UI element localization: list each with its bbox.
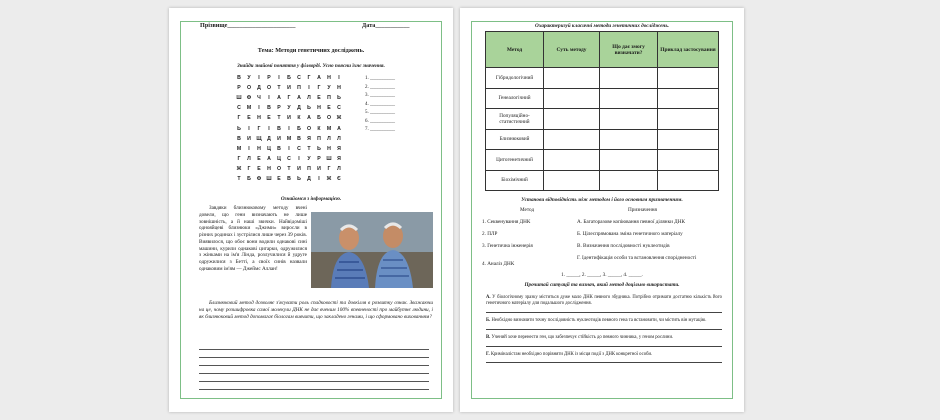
situation-letter: Б. bbox=[486, 317, 491, 323]
answer-cell[interactable] bbox=[600, 170, 658, 191]
answer-cell[interactable] bbox=[544, 150, 600, 171]
grid-cell: Б bbox=[297, 125, 301, 132]
situation-letter: В. bbox=[486, 334, 491, 340]
column-purpose-label: Призначення bbox=[628, 207, 657, 213]
grid-cell: Щ bbox=[256, 135, 262, 142]
answer-blank[interactable]: 6. __________ bbox=[365, 118, 395, 124]
twins-photo-illustration bbox=[311, 212, 433, 288]
grid-cell: Е bbox=[277, 175, 281, 182]
list-item: Б. Цілеспрямована зміна генетичного матеріалу bbox=[577, 231, 683, 237]
grid-cell: І bbox=[288, 145, 290, 152]
grid-cell: Л bbox=[307, 95, 311, 102]
grid-cell: Е bbox=[257, 165, 261, 172]
table-header: Суть методу bbox=[544, 32, 600, 68]
grid-cell: І bbox=[288, 125, 290, 132]
grid-cell: В bbox=[237, 135, 241, 142]
grid-cell: А bbox=[277, 95, 281, 102]
grid-cell: С bbox=[287, 155, 291, 162]
answer-cell[interactable] bbox=[544, 68, 600, 89]
grid-cell: В bbox=[237, 75, 241, 82]
grid-cell: И bbox=[297, 165, 301, 172]
answer-cell[interactable] bbox=[658, 150, 719, 171]
list-item: А. Багаторазове копіювання певної ділянки ДНК bbox=[577, 219, 685, 225]
grid-cell: С bbox=[297, 75, 301, 82]
grid-cell: Е bbox=[257, 155, 261, 162]
grid-cell: О bbox=[246, 85, 252, 92]
table-row bbox=[486, 68, 719, 89]
info-paragraph-2: Близнюковий метод дозволяє з'ясувати роль спадковості та довкілля в розвитку ознак. Зважаючи на це, чому розшифровка самої молекули ДНК не дає вченим 100% впевненості про майбутнє людини, і як близнюковий метод допомагає біологам вивчити, що закладено генами, і що сформовано вихованням? bbox=[199, 300, 433, 320]
grid-cell: Г bbox=[237, 115, 241, 122]
grid-cell: К bbox=[297, 115, 301, 122]
grid-cell: Л bbox=[327, 135, 331, 142]
answer-cell[interactable] bbox=[544, 170, 600, 191]
grid-cell: А bbox=[297, 95, 301, 102]
table-row bbox=[486, 129, 719, 150]
table-row bbox=[486, 170, 719, 191]
grid-cell: Л bbox=[247, 155, 251, 162]
grid-cell: О bbox=[326, 115, 332, 122]
table-row bbox=[486, 88, 719, 109]
grid-cell: Т bbox=[277, 115, 281, 122]
grid-cell: Ж bbox=[236, 165, 242, 172]
grid-cell: Н bbox=[257, 145, 261, 152]
grid-cell: Є bbox=[337, 175, 341, 182]
answer-cell[interactable] bbox=[658, 129, 719, 150]
answer-cell[interactable] bbox=[658, 88, 719, 109]
word-search-grid bbox=[234, 73, 344, 184]
grid-cell: Т bbox=[237, 175, 241, 182]
grid-cell: И bbox=[317, 165, 321, 172]
method-name-cell: Генеалогічний bbox=[486, 88, 544, 109]
grid-cell: Я bbox=[307, 135, 311, 142]
purposes-list bbox=[577, 219, 722, 269]
grid-cell: Г bbox=[257, 125, 261, 132]
grid-cell: Е bbox=[267, 115, 271, 122]
answer-cell[interactable] bbox=[658, 68, 719, 89]
date-field: Дата___________ bbox=[362, 22, 410, 29]
grid-cell: Т bbox=[307, 145, 311, 152]
situation-text: У біологічному зразку міститься дуже мало ДНК певного збудника. Потрібно отримати достатню кількість його генетичного матеріалу для подальшого дослідження. bbox=[486, 295, 723, 306]
grid-cell: И bbox=[287, 85, 291, 92]
task-table-title: Охарактеризуй класичні методи генетичних досліджень. bbox=[535, 23, 669, 29]
grid-cell: Ф bbox=[246, 95, 252, 102]
grid-cell: І bbox=[298, 155, 300, 162]
table-header: Що дає змогу визначати? bbox=[600, 32, 658, 68]
answer-cell[interactable] bbox=[600, 129, 658, 150]
grid-cell: К bbox=[317, 125, 321, 132]
grid-cell: І bbox=[258, 105, 260, 112]
grid-cell: І bbox=[268, 95, 270, 102]
grid-cell: І bbox=[258, 75, 260, 82]
grid-cell: Т bbox=[277, 85, 281, 92]
grid-cell: Ц bbox=[267, 145, 271, 152]
grid-cell: Ь bbox=[317, 145, 321, 152]
grid-cell: Д bbox=[297, 105, 301, 112]
answer-blank[interactable]: 3. __________ bbox=[365, 93, 395, 98]
grid-cell: Е bbox=[327, 105, 331, 112]
answer-line[interactable] bbox=[199, 389, 429, 390]
topic-title: Тема: Методи генетичних досліджень. bbox=[257, 47, 365, 54]
grid-cell: О bbox=[276, 165, 282, 172]
grid-cell: В bbox=[287, 175, 291, 182]
grid-cell: Б bbox=[247, 175, 251, 182]
grid-cell: Ф bbox=[256, 175, 262, 182]
situations-title: Прочитай ситуації та визнач, який метод доцільно використати. bbox=[524, 282, 680, 288]
grid-cell: Ь bbox=[237, 125, 241, 132]
grid-cell: Я bbox=[337, 145, 341, 152]
grid-cell: П bbox=[317, 135, 321, 142]
task-wordsearch-title: Знайди знайомі поняття у філворді. Усно поясни їхнє значення. bbox=[237, 63, 385, 69]
answer-cell[interactable] bbox=[544, 109, 600, 130]
table-header: Метод bbox=[486, 32, 544, 68]
grid-cell: Д bbox=[257, 85, 261, 92]
grid-cell: Р bbox=[317, 155, 321, 162]
grid-cell: Л bbox=[337, 165, 341, 172]
answer-line[interactable] bbox=[199, 365, 429, 366]
grid-cell: Г bbox=[307, 75, 311, 82]
grid-cell: В bbox=[277, 125, 281, 132]
grid-cell: Ь bbox=[307, 105, 311, 112]
worksheet-page-left bbox=[169, 8, 453, 412]
grid-cell: Н bbox=[327, 145, 331, 152]
answer-blank[interactable]: 1. __________ bbox=[365, 76, 395, 81]
info-paragraph-1: Завдяки близнюковому методу вчені довели, що гени визначають не лише зовнішність, а й наші звички. Найвідоміші однояйцеві близнюки «Джими» виросли в різних родинах і зустрілися лише через 39 років. Виявилося, що обоє вони водили однакові сині машини, курили однакові цигарки, одружилися з жінками на ім'я Лінда, розлучилися й удруге одружилися з Бетті, а своїх синів назвали однаковим ім'ям — Джеймс Аллан! bbox=[199, 205, 307, 272]
situation-letter: Г. bbox=[486, 351, 490, 357]
grid-cell: С bbox=[337, 105, 341, 112]
grid-cell: Г bbox=[327, 165, 331, 172]
grid-cell: П bbox=[327, 95, 331, 102]
answer-cell[interactable] bbox=[658, 109, 719, 130]
grid-cell: Д bbox=[307, 175, 311, 182]
grid-cell: Н bbox=[267, 165, 271, 172]
grid-cell: Ч bbox=[257, 95, 261, 102]
grid-cell: І bbox=[318, 175, 320, 182]
grid-cell: Т bbox=[287, 165, 291, 172]
grid-cell: Г bbox=[287, 95, 291, 102]
info-title: Ознайомся з інформацією. bbox=[280, 196, 342, 202]
grid-cell: У bbox=[247, 75, 251, 82]
grid-cell: Р bbox=[237, 85, 241, 92]
table-row bbox=[486, 109, 719, 130]
grid-cell: Г bbox=[317, 85, 321, 92]
grid-cell: Д bbox=[267, 135, 271, 142]
methods-table-body bbox=[486, 68, 719, 191]
grid-cell: В bbox=[277, 145, 281, 152]
answer-cell[interactable] bbox=[600, 68, 658, 89]
answer-line[interactable] bbox=[199, 357, 429, 358]
answer-cell[interactable] bbox=[600, 88, 658, 109]
situation-item bbox=[486, 295, 722, 313]
grid-cell: І bbox=[308, 85, 310, 92]
method-name-cell: Біохімічний bbox=[486, 170, 544, 191]
grid-cell: С bbox=[297, 145, 301, 152]
list-item: 4. Аналіз ДНК bbox=[482, 261, 515, 267]
grid-cell: А bbox=[267, 155, 271, 162]
grid-cell: Р bbox=[277, 105, 281, 112]
grid-cell: Ж bbox=[336, 115, 342, 122]
grid-cell: Н bbox=[257, 115, 261, 122]
list-item: Г. Ідентифікація особи та встановлення спорідненості bbox=[577, 255, 697, 261]
grid-cell: Б bbox=[287, 75, 291, 82]
list-item: 1. Секвенування ДНК bbox=[482, 219, 531, 225]
grid-cell: І bbox=[248, 125, 250, 132]
answer-line[interactable] bbox=[486, 341, 722, 347]
grid-cell: М bbox=[246, 105, 252, 112]
grid-cell: Ш bbox=[266, 175, 272, 182]
grid-cell: І bbox=[248, 145, 250, 152]
twins-photo bbox=[311, 212, 433, 288]
situation-text: Необхідно визначити точну послідовність нуклеотидів певного гена та встановити, чи містить він мутацію. bbox=[491, 317, 707, 323]
column-method-label: Метод bbox=[520, 207, 535, 213]
grid-cell: У bbox=[287, 105, 291, 112]
grid-cell: П bbox=[297, 85, 301, 92]
situation-item bbox=[486, 335, 722, 347]
grid-cell: Н bbox=[337, 85, 341, 92]
list-item: 2. ПЛР bbox=[482, 231, 498, 237]
answer-line[interactable] bbox=[486, 307, 722, 313]
grid-cell: У bbox=[327, 85, 331, 92]
grid-cell: П bbox=[307, 165, 311, 172]
method-name-cell: Близнюковий bbox=[486, 129, 544, 150]
grid-cell: О bbox=[266, 85, 272, 92]
grid-cell: А bbox=[317, 75, 321, 82]
grid-cell: У bbox=[307, 155, 311, 162]
grid-cell: І bbox=[268, 125, 270, 132]
answer-line[interactable] bbox=[199, 349, 429, 350]
table-row bbox=[486, 150, 719, 171]
grid-cell: М bbox=[286, 135, 292, 142]
grid-cell: Ж bbox=[326, 175, 332, 182]
answer-blank[interactable]: 2. __________ bbox=[365, 84, 395, 90]
grid-cell: В bbox=[297, 135, 301, 142]
method-name-cell: Популяційно-статистичний bbox=[486, 109, 544, 130]
answer-cell[interactable] bbox=[658, 170, 719, 191]
surname-label: Прізвище bbox=[200, 22, 228, 29]
grid-cell: И bbox=[287, 115, 291, 122]
grid-cell: С bbox=[237, 105, 241, 112]
surname-field: Прізвище______________________ bbox=[200, 22, 296, 29]
method-name-cell: Цитогенетичний bbox=[486, 150, 544, 171]
situation-letter: А. bbox=[486, 295, 491, 300]
grid-cell: А bbox=[337, 125, 341, 132]
method-name-cell: Гібридологічний bbox=[486, 68, 544, 89]
grid-cell: О bbox=[306, 125, 312, 132]
grid-cell: Е bbox=[247, 115, 251, 122]
grid-cell: Ц bbox=[277, 155, 281, 162]
grid-cell: Р bbox=[267, 75, 271, 82]
grid-cell: А bbox=[307, 115, 311, 122]
worksheet-page-right bbox=[460, 8, 744, 412]
grid-cell: І bbox=[278, 75, 280, 82]
grid-cell: Ш bbox=[236, 95, 242, 102]
answer-cell[interactable] bbox=[600, 109, 658, 130]
situation-item bbox=[486, 352, 722, 364]
grid-cell: М bbox=[236, 145, 242, 152]
grid-cell: Е bbox=[317, 95, 321, 102]
methods-table bbox=[485, 31, 719, 191]
methods-list bbox=[482, 219, 570, 273]
grid-cell: Ь bbox=[337, 95, 341, 102]
grid-cell: Ь bbox=[297, 175, 301, 182]
grid-cell: В bbox=[267, 105, 271, 112]
table-header: Приклад застосування bbox=[658, 32, 719, 68]
grid-cell: Л bbox=[337, 135, 341, 142]
answer-cell[interactable] bbox=[544, 88, 600, 109]
answer-blank[interactable]: 7. __________ bbox=[365, 127, 395, 132]
answer-line[interactable] bbox=[199, 381, 429, 382]
situation-text: Криміналістам необхідно порівняти ДНК із місця події з ДНК конкретної особи. bbox=[490, 351, 653, 357]
grid-cell: Я bbox=[337, 155, 341, 162]
grid-cell: Ш bbox=[326, 155, 332, 162]
grid-cell: И bbox=[277, 135, 281, 142]
date-label: Дата bbox=[362, 22, 376, 29]
situations-list bbox=[486, 295, 722, 368]
answer-number-list bbox=[365, 75, 409, 135]
grid-cell: Г bbox=[247, 165, 251, 172]
grid-cell: М bbox=[326, 125, 332, 132]
situation-item bbox=[486, 318, 722, 330]
list-item: В. Визначення послідовності нуклеотидів bbox=[577, 243, 670, 249]
grid-cell: Б bbox=[317, 115, 321, 122]
list-item: 3. Генетична інженерія bbox=[482, 243, 533, 249]
answer-blank[interactable]: 5. __________ bbox=[365, 110, 395, 115]
grid-cell: І bbox=[338, 75, 340, 82]
answer-cell[interactable] bbox=[544, 129, 600, 150]
answer-blank[interactable]: 4. __________ bbox=[365, 101, 395, 107]
matching-title: Установи відповідність між методом і його основним призначенням. bbox=[521, 197, 683, 203]
answer-line[interactable] bbox=[486, 357, 722, 363]
answer-cell[interactable] bbox=[600, 150, 658, 171]
matching-answer-line[interactable]: 1. _____, 2. _____, 3. _____, 4. _____. bbox=[561, 272, 643, 278]
answer-line[interactable] bbox=[199, 373, 429, 374]
situation-text: Учений хоче перенести ген, що забезпечує стійкість до певного чинника, у геном рослини. bbox=[491, 334, 674, 340]
grid-cell: Н bbox=[317, 105, 321, 112]
grid-cell: И bbox=[247, 135, 251, 142]
answer-line[interactable] bbox=[486, 324, 722, 330]
grid-cell: Г bbox=[237, 155, 241, 162]
grid-cell: Н bbox=[327, 75, 331, 82]
